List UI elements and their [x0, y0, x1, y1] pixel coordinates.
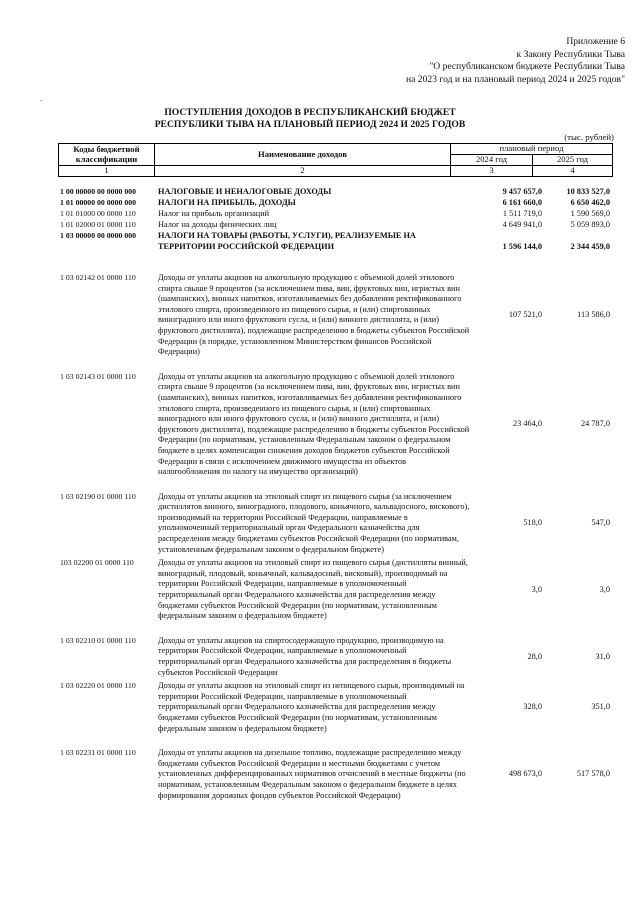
table-header — [58, 143, 613, 177]
title-line: РЕСПУБЛИКИ ТЫВА НА ПЛАНОВЫЙ ПЕРИОД 2024 И 2025 ГОДОВ — [154, 118, 466, 130]
income-table-body — [60, 187, 610, 801]
table-row — [60, 198, 610, 209]
row-name: Доходы от уплаты акцизов на дизельное топливо, подлежащие распределению между бюджетами субъектов Российской Федерации и местными бюджетами с учетом установленных дифференцированных нормативов отчислений в местные бюджеты (по нормативам, установленным Федеральным законом о федеральном бюджете в целях формирования дорожных фондов субъектов Российской Федерации) — [158, 748, 466, 800]
appendix-line: на 2023 год и на плановый период 2024 и 2025 годов" — [406, 73, 625, 85]
title-line: ПОСТУПЛЕНИЯ ДОХОДОВ В РЕСПУБЛИКАНСКИЙ БЮДЖЕТ — [164, 107, 456, 118]
table-row — [60, 558, 610, 622]
table-row — [60, 681, 610, 734]
row-code: 103 02200 01 0000 110 — [60, 558, 134, 568]
table-row — [60, 209, 610, 220]
row-value-2025: 517 578,0 — [576, 769, 610, 779]
row-name: Доходы от уплаты акцизов на этиловый спирт из непищевого сырья, производимый на территории Российской Федерации, направляемые в уполномоченный территориальный орган Федерального казначейства для распределения между бюджетами субъектов Российской Федерации (по нормативам, установленным федеральным законом о федеральном бюджете) — [158, 681, 465, 733]
row-code: 1 03 02231 01 0000 110 — [60, 748, 136, 758]
header-col-number: 4 — [533, 166, 613, 177]
row-value-2024: 4 649 941,0 — [502, 220, 542, 229]
table-row — [60, 231, 610, 253]
row-value-2025: 547,0 — [591, 518, 610, 528]
row-value-2024: 1 511 719,0 — [502, 209, 542, 218]
row-name: НАЛОГИ НА ТОВАРЫ (РАБОТЫ, УСЛУГИ), РЕАЛИЗУЕМЫЕ НА ТЕРРИТОРИИ РОССИЙСКОЙ ФЕДЕРАЦИИ — [158, 231, 416, 251]
row-value-2025: 31,0 — [595, 651, 610, 661]
row-name: НАЛОГИ НА ПРИБЫЛЬ, ДОХОДЫ — [158, 198, 296, 207]
table-row — [60, 273, 610, 358]
row-value-2025: 5 059 893,0 — [570, 220, 610, 229]
appendix-note — [305, 36, 625, 86]
row-name: Налог на доходы физических лиц — [158, 220, 277, 229]
stray-dot-mark: . — [40, 94, 42, 103]
row-value-2024: 6 161 660,0 — [502, 198, 542, 207]
row-code: 1 03 02142 01 0000 110 — [60, 273, 136, 282]
row-code: 1 03 02210 01 0000 110 — [60, 635, 136, 645]
row-value-2025: 2 344 459,0 — [570, 242, 610, 251]
row-value-2025: 1 590 569,0 — [570, 209, 610, 218]
row-value-2024: 107 521,0 — [508, 310, 542, 320]
row-value-2024: 3,0 — [531, 584, 542, 594]
row-name: Доходы от уплаты акцизов на алкогольную продукцию с объемной долей этилового спирта свыше 9 процентов (за исключением пива, вин, фруктовых вин, игристых вин (шампанских), винных напитков, изготавливаемых без добавления ректификованного этилового спирта, произведенного из пищевого сырья, и (или) спиртованных виноградного или иного фруктового сусла, и (или) винного дистиллята, и (или) фруктового дистиллята), подлежащие распределению в бюджеты субъектов Российской Федерации (в порядке, установленном Министерством финансов Российской Федерации) — [158, 273, 470, 357]
row-name: НАЛОГОВЫЕ И НЕНАЛОГОВЫЕ ДОХОДЫ — [158, 187, 332, 196]
row-code: 1 03 02190 01 0000 110 — [60, 491, 136, 501]
row-name: Доходы от уплаты акцизов на алкогольную продукцию с объемной долей этилового спирта свыше 9 процентов (за исключением пива, вин, фруктовых вин, игристых вин (шампанских), винных напитков, изготавливаемых без добавления ректификованного этилового спирта, произведенного из пищевого сырья, и (или) спиртованных виноградного или иного фруктового сусла, и (или) винного дистиллята, и (или) фруктового дистиллята), подлежащие распределению в бюджеты субъектов Российской Федерации (по нормативам, установленным Федеральным законом о федеральном бюджете в целях компенсации снижения доходов бюджетов субъектов Российской Федерации в связи с исключением движимого имущества из объектов налогообложения по налогу на имущество организаций) — [158, 371, 470, 477]
row-value-2025: 3,0 — [599, 584, 610, 594]
table-row — [60, 187, 610, 198]
header-period: плановый период — [451, 144, 613, 155]
row-name: Доходы от уплаты акцизов на этиловый спирт из пищевого сырья (дистилляты винный, виноградный, плодовый, коньячный, кальвадосный, висковый), производимый на территории Российской Федерации, направляемые в уполномоченный территориальный орган Федерального казначейства для распределения между бюджетами субъектов Российской Федерации (по нормативам, установленным федеральным законом о федеральном бюджете) — [158, 558, 468, 621]
row-code: 1 00 00000 00 0000 000 — [60, 187, 137, 196]
table-row — [60, 748, 610, 801]
document-title — [100, 107, 520, 130]
row-name: Налог на прибыль организаций — [158, 209, 270, 218]
row-code: 1 03 02143 01 0000 110 — [60, 371, 136, 381]
row-name: Доходы от уплаты акцизов на этиловый спирт из пищевого сырья (за исключением дистиллятов винного, виноградного, плодового, коньячного, кальвадосного, вискового), производимый на территории Российской Федерации, направляемые в уполномоченный территориальный орган Федерального казначейства для распределения между бюджетами субъектов Российской Федерации (по нормативам, установленным федеральным законом о федеральном бюджете) — [158, 491, 470, 554]
appendix-line: к Закону Республики Тыва — [516, 48, 625, 60]
row-code: 1 01 01000 00 0000 110 — [60, 209, 136, 218]
row-code: 1 03 02220 01 0000 110 — [60, 681, 136, 691]
table-row — [60, 372, 610, 478]
header-name: Наименование доходов — [155, 144, 451, 166]
header-year-2024: 2024 год — [451, 155, 533, 166]
row-value-2025: 351,0 — [591, 702, 610, 712]
row-code: 1 03 00000 00 0000 000 — [60, 231, 137, 240]
units-label: (тыс. рублей) — [564, 132, 614, 142]
row-value-2024: 328,0 — [523, 702, 542, 712]
row-name: Доходы от уплаты акцизов на спиртосодержащую продукцию, производимую на территории Российской Федерации, направляемые в уполномоченный территориальный орган Федерального казначейства для распределения в бюджеты субъектов Российской Федерации — [158, 635, 452, 677]
row-value-2024: 518,0 — [523, 518, 542, 528]
row-value-2025: 24 787,0 — [580, 419, 610, 429]
table-row — [60, 220, 610, 231]
appendix-line: Приложение 6 — [566, 36, 625, 47]
row-value-2024: 28,0 — [527, 651, 542, 661]
row-value-2024: 9 457 657,0 — [502, 187, 542, 196]
header-col-number: 3 — [451, 166, 533, 177]
row-value-2024: 23 464,0 — [512, 419, 542, 429]
header-col-number: 2 — [155, 166, 451, 177]
table-row — [60, 492, 610, 556]
header-year-2025: 2025 год — [533, 155, 613, 166]
table-row — [60, 636, 610, 678]
row-value-2025: 10 833 527,0 — [566, 187, 610, 196]
row-value-2024: 498 673,0 — [508, 769, 542, 779]
header-col-number: 1 — [59, 166, 155, 177]
row-code: 1 01 00000 00 0000 000 — [60, 198, 137, 207]
row-code: 1 01 02000 01 0000 110 — [60, 220, 136, 229]
appendix-line: "О республиканском бюджете Республики Тыва — [429, 61, 625, 72]
header-codes: Коды бюджетной классификации — [59, 144, 155, 166]
row-value-2024: 1 596 144,0 — [502, 242, 542, 251]
row-value-2025: 113 586,0 — [577, 310, 610, 320]
row-value-2025: 6 650 462,0 — [570, 198, 610, 207]
